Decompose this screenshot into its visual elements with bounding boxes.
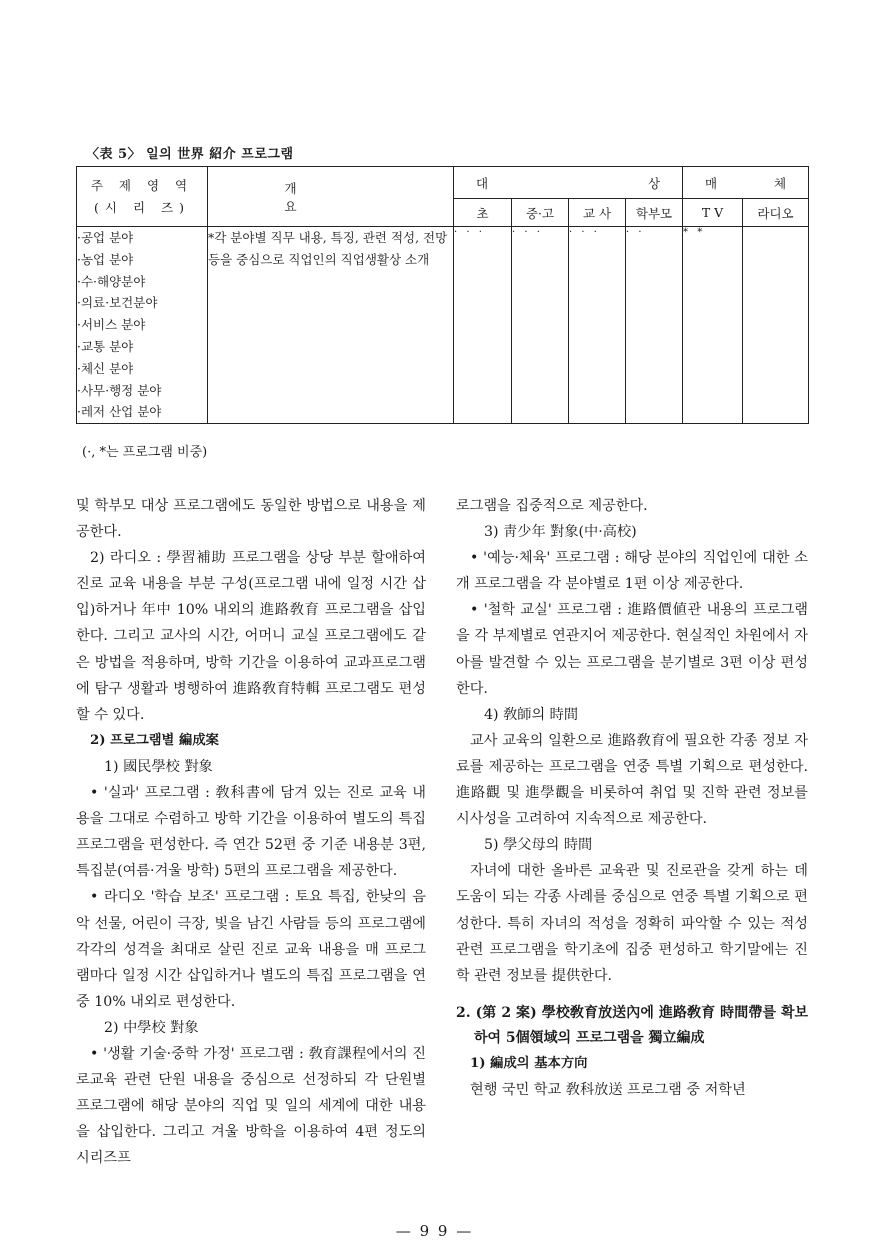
col-teacher: 교 사: [569, 199, 626, 227]
series-header-label: (시 리 즈): [94, 199, 190, 215]
audience-header-right: 상: [647, 175, 661, 191]
overview-text: *각 분야별 직무 내용, 특징, 관련 적성, 전망 등을 중심으로 직업인의 직업생활상 소개: [208, 227, 454, 424]
col-parent: 학부모: [626, 199, 683, 227]
audience-header: [454, 167, 683, 199]
subsection-heading: 4) 敎師의 時間: [484, 706, 579, 723]
subsection-heading: 3) 靑少年 對象(中·高校): [484, 524, 637, 541]
topic-header-label: 주 제 영 역: [90, 177, 194, 193]
col-radio: 라디오: [743, 199, 809, 227]
left-column: [76, 493, 426, 1171]
topic-item: ·의료·보건분야: [77, 295, 158, 311]
paragraph: 및 학부모 대상 프로그램에도 동일한 방법으로 내용을 제공한다.: [76, 498, 426, 541]
program-table: [76, 166, 809, 424]
media-header: [683, 167, 809, 199]
subsection-heading: 2) 中學校 對象: [104, 1019, 199, 1036]
subsection-heading: 5) 學父母의 時間: [484, 837, 593, 854]
page-number: — 9 9 —: [395, 1222, 474, 1240]
paragraph: 현행 국민 학교 敎科放送 프로그램 중 저학년: [470, 1081, 746, 1098]
paragraph: 교사 교육의 일환으로 進路敎育에 필요한 각종 정보 자료를 제공하는 프로그램을 연중 특별 기획으로 편성한다. 進路觀 및 進學觀을 비롯하여 취업 및 진학 관련 정보를 시사성을 고려하여 지속적으로 제공한다.: [456, 732, 808, 828]
mark-middle-high: · · ·: [512, 227, 569, 424]
col-tv: T V: [683, 199, 743, 227]
mark-tv: * *: [683, 227, 743, 424]
topic-item: ·교통 분야: [77, 338, 134, 354]
topic-item: ·레저 산업 분야: [77, 404, 162, 420]
subsection-heading: 1) 編成의 基本方向: [470, 1055, 588, 1071]
topic-item: ·수·해양분야: [77, 273, 146, 289]
paragraph: 자녀에 대한 올바른 교육관 및 진로관을 갖게 하는 데 도움이 되는 각종 사례를 중심으로 연중 특별 기획으로 편성한다. 특히 자녀의 적성을 정확히 파악할 수 있는 적성 관련 프로그램을 학기초에 집중 편성하고 학기말에는 진학 관련 정보를 提供한다.: [456, 863, 808, 984]
overview-header: 개 요: [208, 167, 454, 227]
paragraph: • 라디오 '학습 보조' 프로그램 : 토요 특집, 한낮의 음악 선물, 어린이 극장, 빛을 남긴 사람들 등의 프로그램에 각각의 성격을 최대로 살린 진로 교육 내용을 매 프로그램마다 일정 시간 삽입하거나 별도의 특집 프로그램을 연중 10% 내외로 편성한다.: [76, 889, 426, 1010]
col-elementary: 초: [454, 199, 512, 227]
topic-item: ·서비스 분야: [77, 317, 146, 333]
table-note: (·, *는 프로그램 비중): [82, 445, 208, 460]
paragraph: 2) 라디오 : 學習補助 프로그램을 상당 부분 할애하여 진로 교육 내용을 부분 구성(프로그램 내에 일정 시간 삽입)하거나 年中 10% 내외의 進路敎育 프로그램을 삽입한다. 그리고 교사의 시간, 어머니 교실 프로그램에도 같은 방법을 적용하며, 방학 기간을 이용하여 교과프로그램에 탐구 생활과 병행하여 進路敎育特輯 프로그램도 편성할 수 있다.: [76, 550, 426, 723]
topic-item: ·농업 분야: [77, 251, 134, 267]
paragraph: 로그램을 집중적으로 제공한다.: [456, 498, 648, 514]
paragraph: • '실과' 프로그램 : 敎科書에 담겨 있는 진로 교육 내용을 그대로 수렴하고 방학 기간을 이용하여 별도의 특집 프로그램을 편성한다. 즉 연간 52편 중 기준 내용분 3편, 특집분(여름·겨울 방학) 5편의 프로그램을 제공한다.: [76, 785, 426, 880]
topic-list: [77, 227, 208, 424]
section-heading: 2. (第 2 案) 學校敎育放送內에 進路敎育 時間帶를 확보하여 5個領域의 프로그램을 獨立編成: [456, 1004, 808, 1046]
mark-elementary: · · ·: [454, 227, 512, 424]
media-header-left: 매: [705, 175, 718, 191]
topic-item: ·사무·행정 분야: [77, 382, 162, 398]
mark-radio: [743, 227, 809, 424]
mark-parent: · ·: [626, 227, 683, 424]
mark-teacher: · · ·: [569, 227, 626, 424]
right-column: [456, 493, 808, 1103]
paragraph: • '철학 교실' 프로그램 : 進路價値관 내용의 프로그램을 각 부제별로 연관지어 제공한다. 현실적인 차원에서 자아를 발견할 수 있는 프로그램을 분기별로 3편 이상 편성한다.: [456, 602, 808, 697]
audience-header-left: 대: [476, 175, 489, 191]
topic-header: [77, 167, 208, 227]
media-header-right: 체: [773, 175, 787, 191]
subsection-heading: 1) 國民學校 對象: [104, 758, 213, 775]
paragraph: • '예능·체육' 프로그램 : 해당 분야의 직업인에 대한 소개 프로그램을 각 분야별로 1편 이상 제공한다.: [456, 550, 808, 593]
table-caption: 〈表 5〉 일의 世界 紹介 프로그램: [86, 147, 294, 162]
paragraph: • '생활 기술·중학 가정' 프로그램 : 敎育課程에서의 진로교육 관련 단원 내용을 중심으로 선정하되 각 단원별 프로그램에 해당 분야의 직업 및 일의 세계에 대한 내용을 삽입한다. 그리고 겨울 방학을 이용하여 4편 정도의 시리즈프: [76, 1045, 426, 1167]
section-heading: 2) 프로그램별 編成案: [90, 732, 219, 748]
topic-item: ·체신 분야: [77, 360, 134, 376]
topic-item: ·공업 분야: [77, 230, 134, 245]
col-middle-high: 중·고: [512, 199, 569, 227]
